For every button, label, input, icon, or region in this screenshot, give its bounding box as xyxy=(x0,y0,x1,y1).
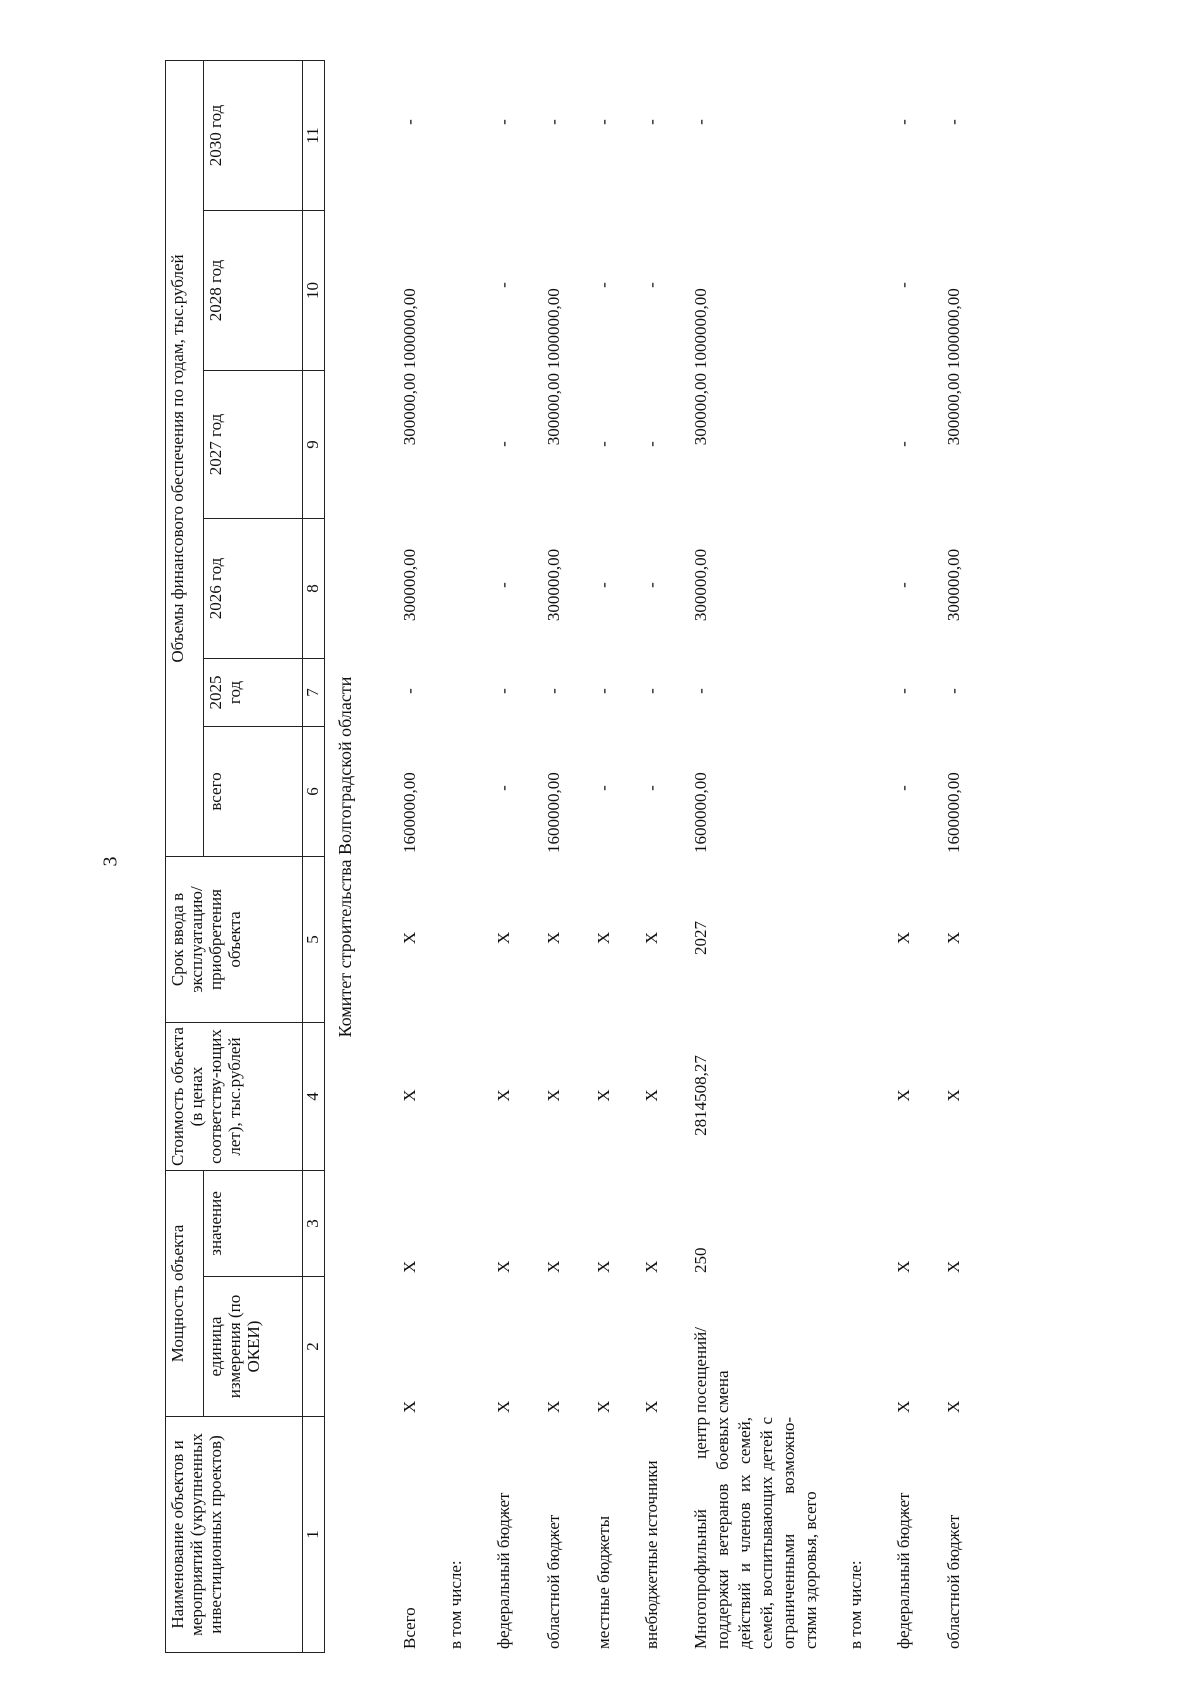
row-2027: 300000,00 xyxy=(691,373,710,446)
row-unit: X xyxy=(944,1400,963,1413)
table-row xyxy=(893,61,917,1653)
row-2030: - xyxy=(691,119,710,125)
row-value: 250 xyxy=(691,1247,710,1273)
row-total: 1600000,00 xyxy=(944,772,963,853)
row-2026: - xyxy=(594,582,613,588)
row-2026: 300000,00 xyxy=(944,548,963,622)
header-capacity-group: Мощность объекта xyxy=(166,1171,204,1417)
row-2026: - xyxy=(642,582,661,588)
column-number: 7 xyxy=(303,659,325,727)
row-value: X xyxy=(642,1260,661,1273)
row-2028: 1000000,00 xyxy=(544,288,563,369)
row-2028: - xyxy=(642,282,661,288)
header-total: всего xyxy=(204,727,303,857)
header-term: Срок ввода в эксплуатацию/ приобретения объекта xyxy=(166,857,303,1023)
row-unit: посещений/ смена xyxy=(691,1327,732,1413)
header-cost: Стоимость объекта (в ценах соответству-ющих лет), тыс.рублей xyxy=(166,1023,303,1171)
row-2026: 300000,00 xyxy=(691,548,710,622)
row-total: - xyxy=(642,785,661,791)
row-2026: - xyxy=(494,582,513,588)
row-total: 1600000,00 xyxy=(544,772,563,853)
column-number: 11 xyxy=(303,61,325,211)
column-number: 6 xyxy=(303,727,325,857)
row-value: X xyxy=(400,1260,419,1273)
row-2028: - xyxy=(894,282,913,288)
row-name: областной бюджет xyxy=(544,1514,563,1649)
header-finance-group: Объемы финансового обеспечения по годам, тыс.рублей xyxy=(166,61,204,857)
row-term: X xyxy=(642,931,661,945)
row-cost: X xyxy=(494,1089,513,1102)
row-term: 2027 xyxy=(691,921,710,955)
row-value: X xyxy=(544,1260,563,1273)
column-number: 2 xyxy=(303,1277,325,1417)
row-2027: 300000,00 xyxy=(400,373,419,446)
table-row xyxy=(641,61,665,1653)
row-2027: 300000,00 xyxy=(944,373,963,446)
row-2030: - xyxy=(400,119,419,125)
row-name: в том числе: xyxy=(446,1560,465,1649)
row-2025: - xyxy=(642,688,661,694)
row-2027: - xyxy=(642,441,661,447)
header-2026: 2026 год xyxy=(204,519,303,659)
row-cost: X xyxy=(544,1089,563,1102)
row-value: X xyxy=(894,1260,913,1273)
row-total: - xyxy=(494,785,513,791)
row-unit: X xyxy=(544,1400,563,1413)
row-term: X xyxy=(594,931,613,945)
row-cost: 2814508,27 xyxy=(691,1055,710,1136)
row-unit: X xyxy=(642,1400,661,1413)
row-2025: - xyxy=(494,688,513,694)
column-number: 3 xyxy=(303,1171,325,1277)
row-2028: - xyxy=(594,282,613,288)
row-2025: - xyxy=(691,688,710,694)
row-name: Многопрофильный центр поддержки ветеранов боевых действий и членов их семей, семей, воспитывающих детей с ограниченными возможно-стями здоровья, всего xyxy=(691,1417,820,1649)
row-2030: - xyxy=(544,119,563,125)
row-term: X xyxy=(894,931,913,945)
row-2026: - xyxy=(894,582,913,588)
table-row xyxy=(690,61,830,1653)
row-2025: - xyxy=(400,688,419,694)
row-2030: - xyxy=(642,119,661,125)
row-2027: - xyxy=(894,441,913,447)
row-2025: - xyxy=(894,688,913,694)
row-2025: - xyxy=(544,688,563,694)
row-cost: X xyxy=(894,1089,913,1102)
row-2025: - xyxy=(944,688,963,694)
column-number: 4 xyxy=(303,1023,325,1171)
row-2030: - xyxy=(944,119,963,125)
table-row xyxy=(943,61,967,1653)
column-number: 1 xyxy=(303,1417,325,1653)
table-row xyxy=(593,61,617,1653)
row-value: X xyxy=(944,1260,963,1273)
header-value: значение xyxy=(204,1171,303,1277)
header-object-name: Наименование объектов и мероприятий (укрупненных инвестиционных проектов) xyxy=(166,1417,303,1653)
row-total: - xyxy=(594,785,613,791)
row-unit: X xyxy=(894,1400,913,1413)
row-cost: X xyxy=(594,1089,613,1102)
row-name: федеральный бюджет xyxy=(894,1492,913,1649)
row-2026: 300000,00 xyxy=(544,548,563,622)
row-2027: - xyxy=(494,441,513,447)
row-2025: - xyxy=(594,688,613,694)
row-2030: - xyxy=(494,119,513,125)
column-number: 5 xyxy=(303,857,325,1023)
row-name: федеральный бюджет xyxy=(494,1492,513,1649)
row-cost: X xyxy=(944,1089,963,1102)
row-cost: X xyxy=(400,1089,419,1102)
column-number: 8 xyxy=(303,519,325,659)
table-row xyxy=(399,61,423,1653)
document-sheet xyxy=(165,61,1113,1653)
row-name: областной бюджет xyxy=(944,1514,963,1649)
org-title: Комитет строительства Волгоградской области xyxy=(335,676,355,1038)
row-2028: 1000000,00 xyxy=(944,288,963,369)
row-name: местные бюджеты xyxy=(594,1515,613,1649)
row-name: в том числе: xyxy=(846,1560,865,1649)
row-unit: X xyxy=(400,1400,419,1413)
header-unit: единица измерения (по ОКЕИ) xyxy=(204,1277,303,1417)
row-2026: 300000,00 xyxy=(400,548,419,622)
row-2028: - xyxy=(494,282,513,288)
row-unit: X xyxy=(494,1400,513,1413)
row-2030: - xyxy=(894,119,913,125)
column-number: 10 xyxy=(303,211,325,371)
row-unit: X xyxy=(594,1400,613,1413)
header-2025: 2025 год xyxy=(204,659,303,727)
header-2027: 2027 год xyxy=(204,371,303,519)
row-2027: - xyxy=(594,441,613,447)
row-2028: 1000000,00 xyxy=(400,288,419,369)
row-cost: X xyxy=(642,1089,661,1102)
table-row xyxy=(845,61,869,1653)
row-name: Всего xyxy=(400,1607,419,1649)
row-total: 1600000,00 xyxy=(691,772,710,853)
row-2027: 300000,00 xyxy=(544,373,563,446)
header-column-numbers xyxy=(303,61,325,1653)
row-name: внебюджетные источники xyxy=(642,1460,661,1649)
row-term: X xyxy=(494,931,513,945)
row-2028: 1000000,00 xyxy=(691,288,710,369)
row-value: X xyxy=(594,1260,613,1273)
row-value: X xyxy=(494,1260,513,1273)
row-term: X xyxy=(544,931,563,945)
table-row xyxy=(493,61,517,1653)
header-2030: 2030 год xyxy=(204,61,303,211)
header-2028: 2028 год xyxy=(204,211,303,371)
row-2030: - xyxy=(594,119,613,125)
page-number: 3 xyxy=(99,856,122,867)
row-term: X xyxy=(944,931,963,945)
table-row xyxy=(445,61,469,1653)
table-row xyxy=(543,61,567,1653)
column-number: 9 xyxy=(303,371,325,519)
table-header xyxy=(165,60,325,1653)
row-term: X xyxy=(400,931,419,945)
row-total: - xyxy=(894,785,913,791)
row-total: 1600000,00 xyxy=(400,772,419,853)
